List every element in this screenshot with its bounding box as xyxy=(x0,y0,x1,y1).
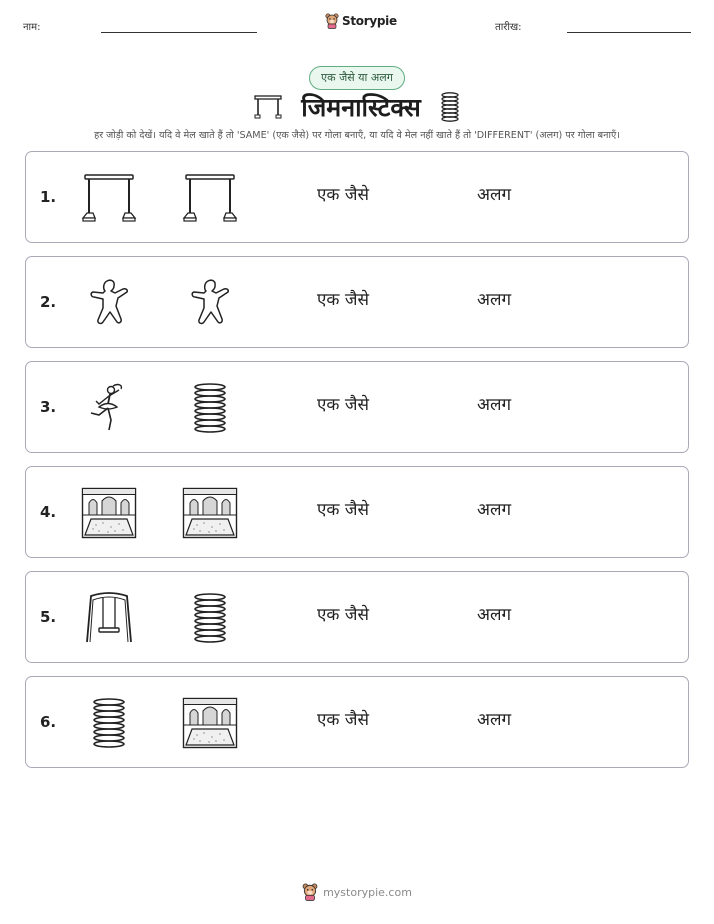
question-number: 2. xyxy=(40,293,57,311)
same-choice[interactable]: एक जैसे xyxy=(317,605,369,625)
right-picture xyxy=(182,277,238,329)
bear-mascot-icon xyxy=(302,883,318,901)
swing-icon xyxy=(81,592,137,644)
question-row-2 xyxy=(25,256,689,348)
parallel-bars-icon xyxy=(253,94,283,120)
question-row-3 xyxy=(25,361,689,453)
gym-hall-icon xyxy=(81,487,137,539)
same-choice[interactable]: एक जैसे xyxy=(317,710,369,730)
page-title: जिमनास्टिक्स xyxy=(301,93,421,122)
name-label: नाम: xyxy=(23,22,41,33)
spring-icon xyxy=(439,92,461,122)
name-line[interactable] xyxy=(101,32,257,33)
different-choice[interactable]: अलग xyxy=(477,605,512,625)
different-choice[interactable]: अलग xyxy=(477,710,512,730)
question-number: 3. xyxy=(40,398,57,416)
footer-url[interactable]: mystorypie.com xyxy=(323,885,412,899)
question-number: 5. xyxy=(40,608,57,626)
right-picture xyxy=(182,487,238,539)
left-picture xyxy=(81,382,137,434)
instructions: हर जोड़ी को देखें। यदि वे मेल खाते हैं तो 'SAME' (एक जैसे) पर गोला बनाएँ, या यदि वे मेल नहीं खाते हैं तो 'DIFFERENT' (अलग) पर गोला बनाएँ। xyxy=(94,130,620,141)
date-line[interactable] xyxy=(567,32,691,33)
gymnastics-bar-icon xyxy=(182,172,238,224)
spring-icon xyxy=(182,382,238,434)
same-choice[interactable]: एक जैसे xyxy=(317,185,369,205)
right-picture xyxy=(182,382,238,434)
same-choice[interactable]: एक जैसे xyxy=(317,395,369,415)
left-picture xyxy=(81,697,137,749)
worksheet-type-badge: एक जैसे या अलग xyxy=(309,66,405,90)
question-row-6 xyxy=(25,676,689,768)
question-row-5 xyxy=(25,571,689,663)
different-choice[interactable]: अलग xyxy=(477,185,512,205)
question-number: 6. xyxy=(40,713,57,731)
question-row-4 xyxy=(25,466,689,558)
right-picture xyxy=(182,592,238,644)
date-label: तारीख: xyxy=(495,22,522,33)
left-picture xyxy=(81,487,137,539)
gym-hall-icon xyxy=(182,697,238,749)
brand-name: Storypie xyxy=(342,14,397,28)
different-choice[interactable]: अलग xyxy=(477,290,512,310)
question-number: 1. xyxy=(40,188,57,206)
spring-icon xyxy=(81,697,137,749)
bear-mascot-icon xyxy=(325,13,339,29)
same-choice[interactable]: एक जैसे xyxy=(317,500,369,520)
gymnastics-bar-icon xyxy=(81,172,137,224)
spring-icon xyxy=(182,592,238,644)
left-picture xyxy=(81,592,137,644)
gymnast-icon xyxy=(182,277,238,329)
brand-logo xyxy=(325,13,397,29)
different-choice[interactable]: अलग xyxy=(477,395,512,415)
ballerina-icon xyxy=(81,382,137,434)
right-picture xyxy=(182,172,238,224)
gym-hall-icon xyxy=(182,487,238,539)
same-choice[interactable]: एक जैसे xyxy=(317,290,369,310)
right-picture xyxy=(182,697,238,749)
title-row xyxy=(0,90,714,124)
different-choice[interactable]: अलग xyxy=(477,500,512,520)
footer xyxy=(0,883,714,901)
question-row-1 xyxy=(25,151,689,243)
gymnast-icon xyxy=(81,277,137,329)
left-picture xyxy=(81,172,137,224)
question-number: 4. xyxy=(40,503,57,521)
left-picture xyxy=(81,277,137,329)
